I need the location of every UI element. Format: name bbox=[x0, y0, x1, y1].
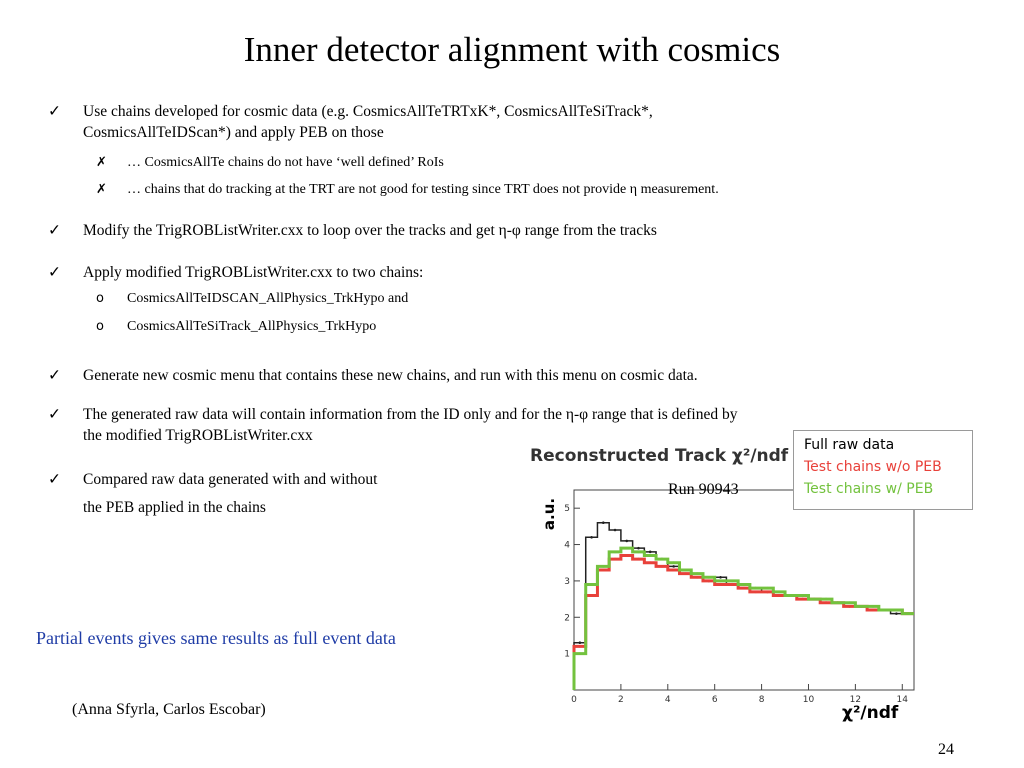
y-axis-label: a.u. bbox=[540, 497, 559, 531]
y-tick-label: 5 bbox=[564, 504, 570, 515]
data-point bbox=[625, 540, 628, 543]
data-point bbox=[637, 558, 640, 561]
data-point bbox=[872, 609, 875, 612]
data-point bbox=[766, 587, 769, 590]
data-point bbox=[754, 587, 757, 590]
data-point bbox=[790, 594, 793, 597]
data-point bbox=[661, 558, 664, 561]
data-point bbox=[637, 551, 640, 554]
data-point bbox=[614, 529, 617, 532]
circle-bullet-icon: o bbox=[96, 291, 104, 306]
subbullet-text: CosmicsAllTeSiTrack_AllPhysics_TrkHypo bbox=[127, 319, 377, 334]
data-point bbox=[848, 605, 851, 608]
cross-icon: ✗ bbox=[96, 155, 107, 170]
checkmark-icon: ✓ bbox=[48, 103, 61, 120]
data-point bbox=[731, 580, 734, 583]
data-point bbox=[590, 594, 593, 597]
subbullet-text: … CosmicsAllTe chains do not have ‘well defined’ RoIs bbox=[127, 155, 444, 170]
data-point bbox=[813, 598, 816, 601]
data-point bbox=[825, 601, 828, 604]
bullet-text: Compared raw data generated with and without bbox=[83, 471, 378, 488]
data-point bbox=[778, 594, 781, 597]
legend-entry-with-peb bbox=[804, 478, 972, 500]
data-point bbox=[590, 583, 593, 586]
x-tick-label: 8 bbox=[758, 695, 765, 705]
checkmark-icon: ✓ bbox=[48, 222, 61, 239]
bullet-text: Apply modified TrigROBListWriter.cxx to two chains: bbox=[83, 264, 424, 281]
y-tick-label: 1 bbox=[564, 649, 570, 660]
bullet-text: Use chains developed for cosmic data (e.g. CosmicsAllTeTRTxK*, CosmicsAllTeSiTrack*, CosmicsAllTeIDScan*) and apply PEB on those bbox=[83, 103, 653, 141]
data-point bbox=[872, 605, 875, 608]
bullet-text: the PEB applied in the chains bbox=[83, 499, 266, 516]
data-point bbox=[625, 547, 628, 550]
data-point bbox=[719, 580, 722, 583]
data-point bbox=[661, 565, 664, 568]
data-point bbox=[883, 609, 886, 612]
y-tick-label: 4 bbox=[564, 540, 570, 551]
y-tick-label: 3 bbox=[564, 576, 570, 587]
data-point bbox=[895, 612, 898, 615]
chart-title: Reconstructed Track χ²/ndf bbox=[530, 446, 789, 466]
data-point bbox=[602, 521, 605, 524]
legend-label: Test chains w/ PEB bbox=[804, 481, 934, 497]
data-point bbox=[579, 652, 582, 655]
slide-title: Inner detector alignment with cosmics bbox=[243, 30, 781, 69]
checkmark-icon: ✓ bbox=[48, 367, 61, 384]
data-point bbox=[778, 591, 781, 594]
circle-bullet-icon: o bbox=[96, 319, 104, 334]
bullet-text: Modify the TrigROBListWriter.cxx to loop over the tracks and get η-φ range from the tracks bbox=[83, 222, 657, 239]
data-point bbox=[684, 572, 687, 575]
data-point bbox=[649, 554, 652, 557]
data-point bbox=[602, 569, 605, 572]
page-number: 24 bbox=[938, 741, 954, 758]
authors-credit: (Anna Sfyrla, Carlos Escobar) bbox=[72, 701, 266, 718]
data-point bbox=[602, 565, 605, 568]
legend-label: Test chains w/o PEB bbox=[804, 459, 942, 475]
bullet-text: Generate new cosmic menu that contains these new chains, and run with this menu on cosmic data. bbox=[83, 367, 698, 384]
data-point bbox=[719, 576, 722, 579]
cross-icon: ✗ bbox=[96, 182, 107, 197]
data-point bbox=[766, 591, 769, 594]
series-line-3 bbox=[574, 548, 914, 690]
data-point bbox=[825, 598, 828, 601]
data-point bbox=[708, 580, 711, 583]
data-point bbox=[637, 547, 640, 550]
data-point bbox=[860, 605, 863, 608]
run-annotation: Run 90943 bbox=[668, 481, 739, 498]
y-tick-label: 2 bbox=[564, 613, 570, 624]
data-point bbox=[590, 536, 593, 539]
x-tick-label: 14 bbox=[896, 695, 909, 705]
data-point bbox=[696, 572, 699, 575]
data-point bbox=[719, 583, 722, 586]
data-point bbox=[614, 551, 617, 554]
data-point bbox=[684, 569, 687, 572]
data-point bbox=[801, 598, 804, 601]
x-tick-label: 4 bbox=[664, 695, 671, 705]
data-point bbox=[696, 576, 699, 579]
x-tick-label: 6 bbox=[711, 695, 718, 705]
legend-label: Full raw data bbox=[804, 437, 895, 453]
subbullet-text: CosmicsAllTeIDSCAN_AllPhysics_TrkHypo and bbox=[127, 291, 409, 306]
subbullet-text: … chains that do tracking at the TRT are not good for testing since TRT does not provide η measurement. bbox=[127, 182, 719, 197]
x-tick-label: 2 bbox=[618, 695, 624, 705]
series-line-2 bbox=[574, 555, 914, 690]
legend-entry-full-raw bbox=[804, 434, 972, 456]
data-point bbox=[895, 609, 898, 612]
checkmark-icon: ✓ bbox=[48, 406, 61, 423]
data-point bbox=[907, 612, 910, 615]
data-point bbox=[672, 565, 675, 568]
x-tick-label: 12 bbox=[849, 695, 862, 705]
legend-entry-without-peb bbox=[804, 456, 972, 478]
data-point bbox=[743, 587, 746, 590]
data-point bbox=[649, 561, 652, 564]
data-point bbox=[579, 645, 582, 648]
x-axis-label: χ²/ndf bbox=[842, 703, 899, 723]
x-tick-label: 0 bbox=[571, 695, 577, 705]
data-point bbox=[625, 554, 628, 557]
data-point bbox=[754, 591, 757, 594]
chart-legend bbox=[793, 430, 973, 510]
data-point bbox=[743, 583, 746, 586]
data-point bbox=[614, 558, 617, 561]
data-point bbox=[649, 551, 652, 554]
bullet-text: The generated raw data will contain information from the ID only and for the η-φ range that is defined by the modified TrigROBListWriter.cxx bbox=[83, 406, 738, 444]
data-point bbox=[672, 561, 675, 564]
checkmark-icon: ✓ bbox=[48, 471, 61, 488]
data-point bbox=[801, 594, 804, 597]
data-point bbox=[708, 576, 711, 579]
conclusion-text: Partial events gives same results as full event data bbox=[36, 628, 396, 648]
data-point bbox=[579, 641, 582, 644]
data-point bbox=[836, 601, 839, 604]
checkmark-icon: ✓ bbox=[48, 264, 61, 281]
data-point bbox=[672, 569, 675, 572]
data-point bbox=[731, 583, 734, 586]
x-tick-label: 10 bbox=[802, 695, 815, 705]
data-point bbox=[848, 601, 851, 604]
plot-frame bbox=[574, 490, 914, 690]
